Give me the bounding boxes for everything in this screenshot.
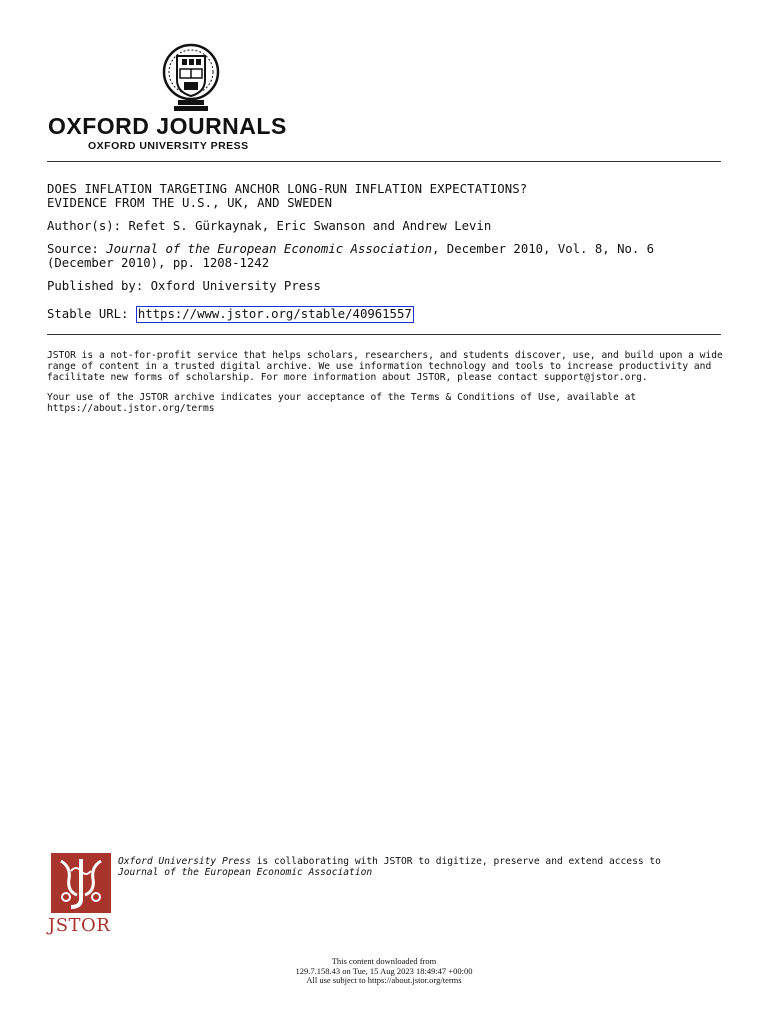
notice-line: range of content in a trusted digital archive. We use information technology and tools to increase productivity and	[47, 361, 712, 372]
notice-line: facilitate new forms of scholarship. For more information about JSTOR, please contact support@jstor.org.	[47, 372, 648, 383]
jstor-logo	[48, 853, 114, 937]
source-line2: (December 2010), pp. 1208-1242	[47, 256, 270, 270]
collab-text: is collaborating with JSTOR to digitize, preserve and extend access to	[250, 856, 661, 867]
stable-url-line	[47, 306, 737, 323]
terms-url[interactable]: https://about.jstor.org/terms	[47, 403, 215, 414]
authors-value: Refet S. Gürkaynak, Eric Swanson and Andrew Levin	[128, 219, 492, 233]
top-divider	[47, 161, 721, 162]
journal-name: Journal of the European Economic Association	[106, 242, 432, 256]
publisher-value: Oxford University Press	[150, 279, 321, 293]
stable-url-link[interactable]: https://www.jstor.org/stable/40961557	[137, 307, 412, 321]
footer-line2: 129.7.158.43 on Tue, 15 Aug 2023 18:49:47 +00:00	[295, 965, 473, 976]
oxford-journals-title: OXFORD JOURNALS	[48, 113, 287, 139]
terms-line: Your use of the JSTOR archive indicates your acceptance of the Terms & Conditions of Use, available at	[47, 392, 637, 403]
article-title-line2: EVIDENCE FROM THE U.S., UK, AND SWEDEN	[47, 196, 333, 210]
notice-line: JSTOR is a not-for-profit service that helps scholars, researchers, and students discover, use, and build upon a wide	[47, 350, 723, 361]
publisher-label: Published by:	[47, 279, 144, 293]
oxford-university-press-subtitle: OXFORD UNIVERSITY PRESS	[88, 140, 249, 152]
collab-line1	[118, 856, 738, 867]
source-details: , December 2010, Vol. 8, No. 6	[431, 242, 655, 256]
jstor-logo-icon	[51, 853, 111, 913]
authors-label: Author(s):	[47, 219, 122, 233]
source-line1	[47, 242, 737, 256]
authors-line	[47, 219, 737, 233]
footer-line1: This content downloaded from	[331, 956, 437, 966]
source-label: Source:	[47, 242, 99, 256]
download-footer	[0, 957, 768, 986]
jstor-notice	[47, 350, 727, 383]
collab-publisher: Oxford University Press	[118, 856, 251, 867]
publisher-line	[47, 279, 737, 293]
collab-journal: Journal of the European Economic Association	[118, 867, 373, 878]
article-title-line1: DOES INFLATION TARGETING ANCHOR LONG-RUN INFLATION EXPECTATIONS?	[47, 182, 528, 196]
source-block	[47, 242, 737, 270]
middle-divider	[47, 334, 721, 335]
footer-line3: All use subject to https://about.jstor.org/terms	[306, 975, 462, 985]
terms-notice	[47, 392, 727, 414]
oxford-crest-icon	[160, 42, 222, 114]
jstor-wordmark: JSTOR	[48, 915, 111, 936]
article-title	[47, 182, 727, 210]
collaboration-statement	[118, 856, 738, 878]
collab-line2	[118, 867, 738, 878]
stable-url-label: Stable URL:	[47, 307, 129, 321]
